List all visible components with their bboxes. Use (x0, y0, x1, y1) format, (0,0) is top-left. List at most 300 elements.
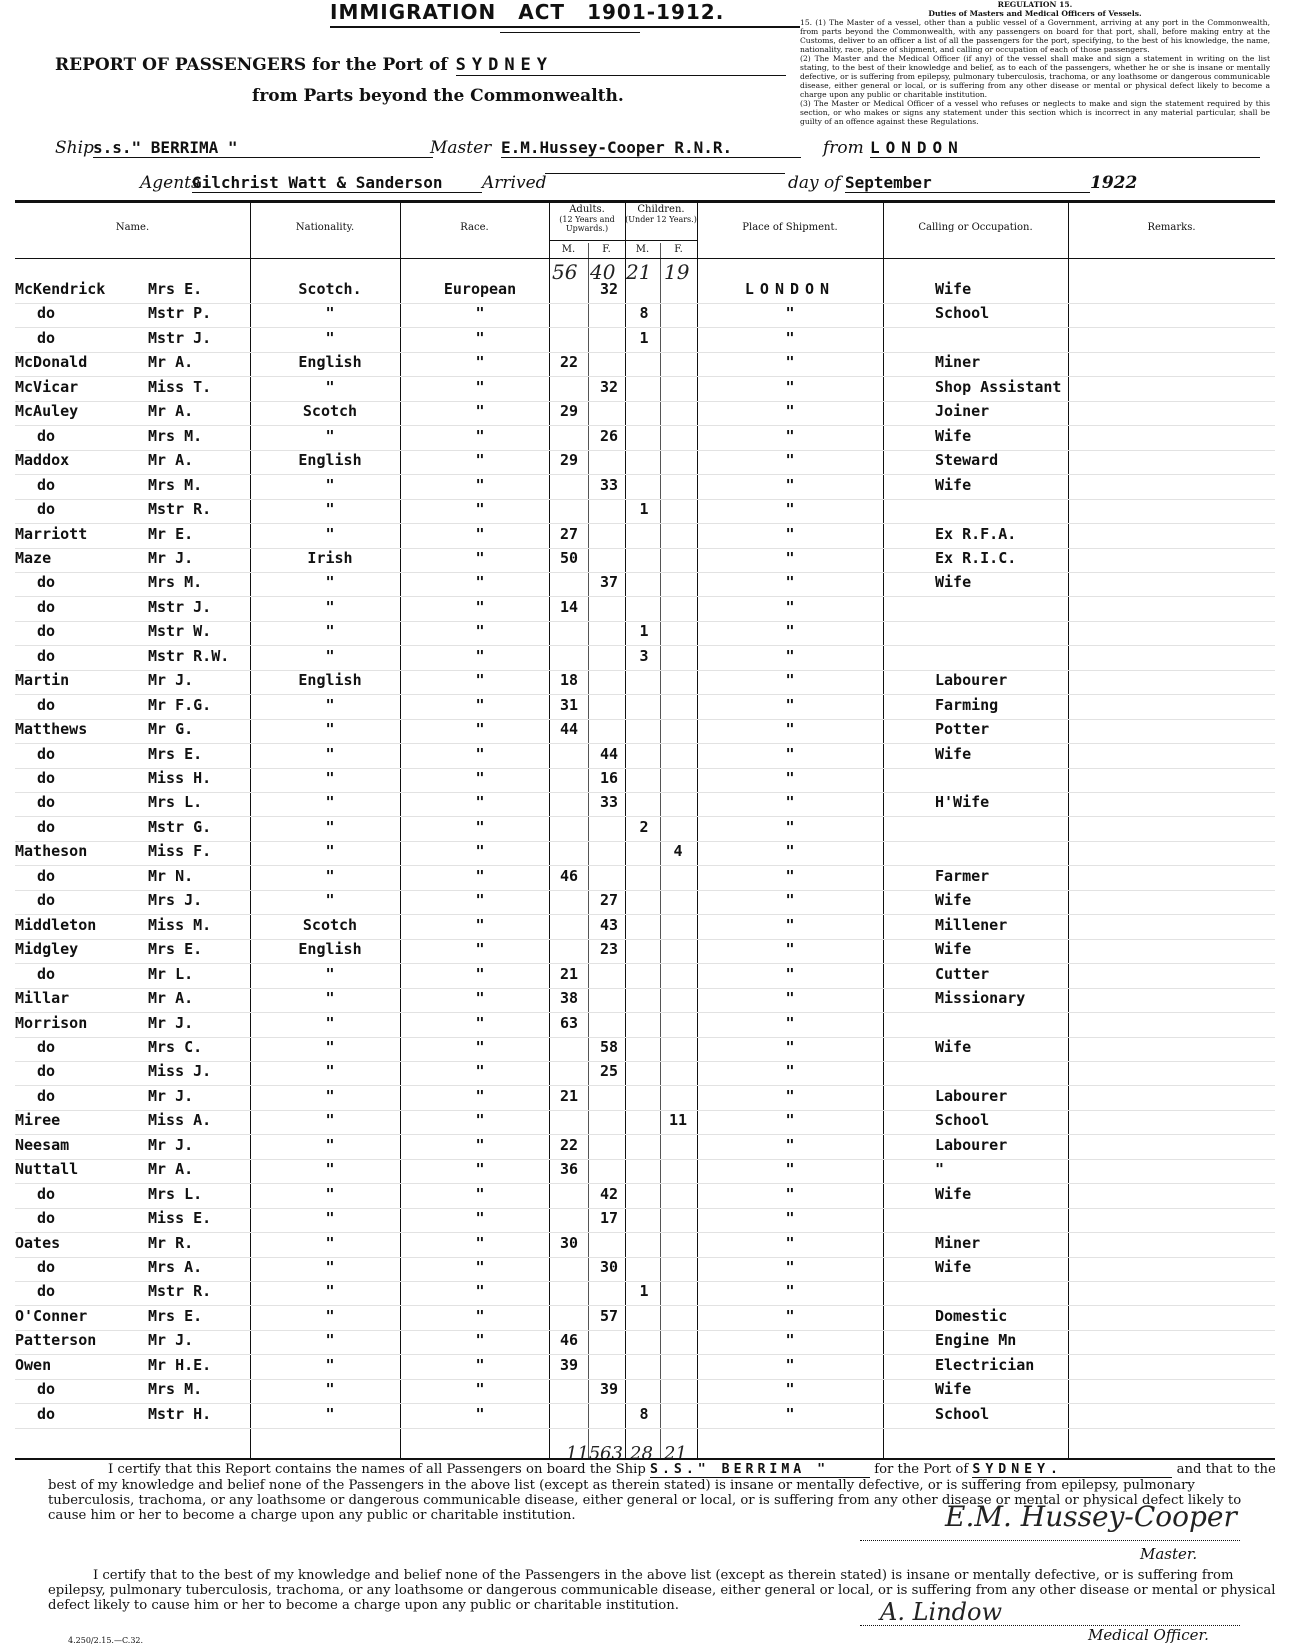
passenger-surname: Matheson (15, 842, 88, 861)
master-cert-port: SYDNEY. (972, 1462, 1172, 1478)
passenger-surname: Marriott (15, 524, 88, 543)
table-row (0, 793, 1297, 817)
master-label: Master (430, 138, 492, 158)
passenger-surname: do (37, 964, 56, 983)
passenger-surname: Owen (15, 1355, 52, 1374)
table-row (0, 1185, 1297, 1209)
passenger-adult-m: 46 (559, 866, 579, 885)
passenger-nationality: " (325, 1355, 335, 1374)
master-cert-text-3: and that to the best of my knowledge and belief none of the Passengers in the above list (except as therein stated) is insane or mentally defective, or is suffering from epilepsy, pulmonary tuberculosis, trachoma, or any loathsome or dangerous communicable disease, either general or local, or is suffering from any other disease or mental or physical defect likely to cause him or her to become a charge upon any public or charitable institution. (48, 1462, 1276, 1523)
passenger-given-name: Mrs C. (148, 1037, 203, 1056)
passenger-surname: Oates (15, 1233, 61, 1252)
table-row (0, 1356, 1297, 1380)
passenger-place: " (785, 866, 795, 885)
passenger-adult-f: 43 (599, 915, 619, 934)
header-children-sub: (Under 12 Years.) (625, 215, 697, 224)
passenger-occupation: Farming (935, 695, 999, 714)
passenger-place: " (785, 1258, 795, 1276)
passenger-given-name: Miss A. (148, 1111, 212, 1130)
passenger-occupation: Miner (935, 353, 981, 372)
passenger-surname: do (37, 1209, 56, 1228)
passenger-given-name: Mrs M. (148, 1380, 203, 1399)
table-row (0, 378, 1297, 402)
total-adult-f: 63 (600, 1443, 623, 1464)
passenger-adult-m: 46 (559, 1331, 579, 1350)
passenger-surname: Midgley (15, 940, 79, 959)
passenger-nationality: " (325, 573, 335, 592)
tally-child-f: 19 (664, 260, 690, 284)
table-row (0, 329, 1297, 353)
passenger-adult-m: 21 (559, 1086, 579, 1105)
passenger-race: " (475, 524, 485, 543)
passenger-surname: do (37, 1062, 56, 1081)
passenger-adult-m: 14 (559, 597, 579, 616)
arrived-year: 1922 (1090, 173, 1138, 193)
passenger-surname: McDonald (15, 353, 88, 372)
passenger-adult-f: 57 (599, 1306, 619, 1325)
passenger-nationality: " (325, 817, 335, 836)
passenger-nationality: " (325, 1331, 335, 1350)
passenger-child-m: 1 (639, 328, 649, 347)
ship-label: Ship (55, 138, 94, 158)
passenger-place: " (785, 548, 795, 567)
passenger-surname: do (37, 744, 56, 763)
regulation-heading: REGULATION 15. (997, 0, 1073, 9)
passenger-given-name: Mr A. (148, 353, 194, 372)
passenger-occupation: Engine Mn (935, 1331, 1017, 1350)
passenger-nationality: " (325, 1184, 335, 1203)
passenger-race: " (475, 817, 485, 836)
passenger-surname: do (37, 817, 56, 836)
passenger-place: " (785, 646, 795, 665)
act-title-years: 1901-1912. (587, 0, 725, 24)
passenger-race: " (475, 573, 485, 592)
passenger-nationality: English (298, 940, 362, 959)
header-adults-sub: (12 Years and Upwards.) (559, 215, 615, 233)
passenger-surname: Nuttall (15, 1160, 79, 1179)
passenger-surname: McAuley (15, 402, 79, 421)
passenger-nationality: " (325, 1160, 335, 1179)
passenger-given-name: Mr J. (148, 1013, 194, 1032)
passenger-adult-m: 36 (559, 1160, 579, 1179)
passenger-place: " (785, 622, 795, 641)
passenger-surname: Martin (15, 671, 70, 690)
report-title (55, 55, 786, 76)
passenger-surname: do (37, 1037, 56, 1056)
passenger-nationality: " (325, 1135, 335, 1154)
agents-label: Agents (140, 173, 200, 193)
passenger-given-name: Mr H.E. (148, 1355, 212, 1374)
passenger-occupation: Millener (935, 915, 1008, 934)
header-race: Race. (460, 222, 489, 233)
passenger-surname: Patterson (15, 1331, 97, 1350)
passenger-occupation: Wife (935, 1258, 972, 1276)
passenger-occupation: School (935, 1404, 990, 1423)
passenger-adult-f: 26 (599, 426, 619, 445)
passenger-surname: Morrison (15, 1013, 88, 1032)
passenger-race: " (475, 475, 485, 494)
header-subrule (549, 240, 697, 241)
passenger-nationality: Scotch. (298, 280, 362, 298)
passenger-nationality: " (325, 866, 335, 885)
passenger-given-name: Mstr H. (148, 1404, 212, 1423)
passenger-given-name: Mrs E. (148, 280, 203, 298)
passenger-given-name: Mstr J. (148, 597, 212, 616)
passenger-nationality: " (325, 622, 335, 641)
passenger-adult-m: 63 (559, 1013, 579, 1032)
act-title-word: ACT (518, 0, 566, 24)
passenger-place: " (785, 915, 795, 934)
passenger-adult-f: 33 (599, 793, 619, 812)
passenger-place: " (785, 475, 795, 494)
passenger-place: " (785, 304, 795, 323)
passenger-nationality: " (325, 304, 335, 323)
passenger-adult-f: 17 (599, 1209, 619, 1228)
passenger-place: " (785, 524, 795, 543)
passenger-adult-m: 44 (559, 720, 579, 739)
passenger-place: " (785, 500, 795, 519)
passenger-surname: Middleton (15, 915, 97, 934)
table-row (0, 304, 1297, 328)
table-row (0, 427, 1297, 451)
passenger-occupation: Labourer (935, 671, 1008, 690)
passenger-child-m: 1 (639, 500, 649, 519)
passenger-place: " (785, 1013, 795, 1032)
passenger-surname: do (37, 1282, 56, 1301)
passenger-race: " (475, 426, 485, 445)
header-adult-m: M. (561, 244, 576, 255)
table-row (0, 1209, 1297, 1233)
passenger-adult-m: 38 (559, 989, 579, 1008)
table-row (0, 745, 1297, 769)
passenger-place: " (785, 817, 795, 836)
act-title-word: IMMIGRATION (330, 0, 497, 24)
tally-adult-m: 56 (552, 260, 578, 284)
table-row (0, 965, 1297, 989)
passenger-given-name: Mr L. (148, 964, 194, 983)
passenger-surname: do (37, 328, 56, 347)
passenger-place: " (785, 1184, 795, 1203)
passenger-place: " (785, 940, 795, 959)
passenger-adult-m: 30 (559, 1233, 579, 1252)
table-row (0, 1331, 1297, 1355)
passenger-nationality: Scotch (302, 402, 358, 421)
total-child-f: 21 (664, 1443, 687, 1464)
passenger-given-name: Mr J. (148, 1086, 194, 1105)
passenger-adult-m: 27 (559, 524, 579, 543)
passenger-given-name: Mr G. (148, 720, 194, 739)
passenger-nationality: " (325, 1233, 335, 1252)
passenger-occupation: Wife (935, 573, 972, 592)
table-row (0, 1136, 1297, 1160)
passenger-place: " (785, 1380, 795, 1399)
passenger-nationality: " (325, 524, 335, 543)
passenger-given-name: Mstr R.W. (148, 646, 230, 665)
passenger-race: " (475, 989, 485, 1008)
passenger-adult-m: 29 (559, 402, 579, 421)
passenger-given-name: Mrs M. (148, 426, 203, 445)
passenger-given-name: Mr A. (148, 1160, 194, 1179)
passenger-race: " (475, 891, 485, 910)
table-row (0, 1038, 1297, 1062)
passenger-race: " (475, 720, 485, 739)
passenger-race: " (475, 671, 485, 690)
passenger-surname: Maddox (15, 451, 70, 470)
passenger-adult-f: 25 (599, 1062, 619, 1081)
passenger-given-name: Mr J. (148, 671, 194, 690)
passenger-occupation: Joiner (935, 402, 990, 421)
header-remarks: Remarks. (1147, 222, 1196, 233)
passenger-place: " (785, 964, 795, 983)
header-place: Place of Shipment. (742, 222, 838, 233)
passenger-given-name: Mr A. (148, 451, 194, 470)
header-nationality: Nationality. (295, 222, 355, 233)
passenger-race: " (475, 548, 485, 567)
table-row (0, 867, 1297, 891)
master-cert-ship: S.S." BERRIMA " (650, 1462, 870, 1478)
passenger-occupation: Wife (935, 891, 972, 910)
passenger-nationality: " (325, 646, 335, 665)
arrived-day (545, 173, 785, 174)
passenger-nationality: " (325, 426, 335, 445)
passenger-adult-f: 39 (599, 1380, 619, 1399)
passenger-place: " (785, 377, 795, 396)
master-signature-line (860, 1540, 1240, 1541)
passenger-surname: do (37, 769, 56, 787)
passenger-race: " (475, 1135, 485, 1154)
passenger-adult-m: 22 (559, 353, 579, 372)
passenger-child-m: 2 (639, 817, 649, 836)
passenger-adult-f: 37 (599, 573, 619, 592)
passenger-adult-f: 44 (599, 744, 619, 763)
passenger-place: " (785, 1062, 795, 1081)
master-name: E.M.Hussey-Cooper R.N.R. (501, 138, 801, 158)
medical-cert-text: I certify that to the best of my knowledge and belief none of the Passengers in the above list (except as therein stated) is insane or mentally defective, or is suffering from epilepsy, pulmonary tuberculosis, trachoma, or any loathsome or dangerous communicable disease, either general or local, or is suffering from any other disease or mental or physical defect likely to cause him or her to become a charge upon any public or charitable institution. (48, 1568, 1276, 1613)
passenger-race: " (475, 915, 485, 934)
header-bottom-rule (15, 258, 1275, 259)
passenger-child-m: 8 (639, 304, 649, 323)
passenger-adult-f: 58 (599, 1037, 619, 1056)
passenger-place: " (785, 1086, 795, 1105)
table-row (0, 842, 1297, 866)
table-row (0, 1282, 1297, 1306)
master-caption: Master. (1140, 1545, 1198, 1563)
table-row (0, 1062, 1297, 1086)
arrived-label: Arrived (482, 173, 547, 193)
passenger-adult-f: 16 (599, 769, 619, 787)
regulation-para-2: (2) The Master and the Medical Officer (if any) of the vessel shall make and sign a statement in writing on the list stating, to the best of their knowledge and belief, as to each of the passengers, whether he or she is insane or mentally defective, or is suffering from epilepsy, pulmonary tuberculosis, trachoma, or any loathsome or dangerous communicable disease, either general or local, or is suffering from any other disease or mental or physical defect likely to become a charge upon any public or charitable institution. (800, 54, 1270, 99)
table-row (0, 1234, 1297, 1258)
passenger-adult-f: 23 (599, 940, 619, 959)
passenger-place: LONDON (744, 280, 836, 298)
passenger-child-f: 11 (668, 1111, 688, 1130)
passenger-nationality: " (325, 744, 335, 763)
passenger-race: " (475, 1258, 485, 1276)
passenger-adult-m: 39 (559, 1355, 579, 1374)
from-port: LONDON (870, 138, 1260, 158)
passenger-race: " (475, 1355, 485, 1374)
header-children: Children. (637, 204, 685, 215)
master-cert-text-2: for the Port of (874, 1462, 969, 1477)
passenger-adult-f: 42 (599, 1184, 619, 1203)
passenger-place: " (785, 451, 795, 470)
title-rule (330, 26, 800, 28)
passenger-race: " (475, 304, 485, 323)
passenger-occupation: Farmer (935, 866, 990, 885)
passenger-race: " (475, 744, 485, 763)
passenger-given-name: Mrs M. (148, 573, 203, 592)
passenger-place: " (785, 426, 795, 445)
passenger-given-name: Miss J. (148, 1062, 212, 1081)
table-row (0, 1014, 1297, 1038)
passenger-race: " (475, 1086, 485, 1105)
passenger-nationality: " (325, 964, 335, 983)
passenger-given-name: Mrs A. (148, 1258, 203, 1276)
table-bottom-rule (15, 1458, 1275, 1460)
passenger-nationality: " (325, 1062, 335, 1081)
passenger-surname: do (37, 1184, 56, 1203)
passenger-occupation: Wife (935, 1184, 972, 1203)
passenger-nationality: " (325, 1111, 335, 1130)
header-child-m: M. (635, 244, 650, 255)
table-row (0, 1111, 1297, 1135)
passenger-place: " (785, 793, 795, 812)
passenger-given-name: Mrs L. (148, 793, 203, 812)
passenger-surname: do (37, 1380, 56, 1399)
total-adult-m: 115 (566, 1443, 601, 1464)
table-row (0, 353, 1297, 377)
passenger-occupation: Shop Assistant (935, 377, 1062, 396)
passenger-adult-m: 29 (559, 451, 579, 470)
passenger-child-m: 1 (639, 622, 649, 641)
passenger-occupation: Labourer (935, 1086, 1008, 1105)
title-rule-short (500, 32, 640, 33)
passenger-surname: do (37, 1258, 56, 1276)
header-child-f: F. (674, 244, 683, 255)
passenger-race: " (475, 1160, 485, 1179)
passenger-nationality: English (298, 671, 362, 690)
table-row (0, 280, 1297, 304)
passenger-surname: Miree (15, 1111, 61, 1130)
passenger-race: " (475, 964, 485, 983)
table-row (0, 1405, 1297, 1429)
table-row (0, 989, 1297, 1013)
passenger-adult-f: 30 (599, 1258, 619, 1276)
passenger-given-name: Miss F. (148, 842, 212, 861)
passenger-nationality: " (325, 1258, 335, 1276)
passenger-race: " (475, 940, 485, 959)
passenger-occupation: Electrician (935, 1355, 1035, 1374)
passenger-given-name: Mrs M. (148, 475, 203, 494)
passenger-race: " (475, 1306, 485, 1325)
passenger-given-name: Mr J. (148, 548, 194, 567)
act-title (330, 0, 746, 24)
table-row (0, 696, 1297, 720)
passenger-surname: Maze (15, 548, 52, 567)
regulation-subheading: Duties of Masters and Medical Officers of Vessels. (928, 9, 1142, 18)
table-row (0, 818, 1297, 842)
report-title-label: REPORT OF PASSENGERS for the Port of (55, 55, 448, 75)
table-row (0, 402, 1297, 426)
passenger-child-m: 3 (639, 646, 649, 665)
passenger-nationality: " (325, 1306, 335, 1325)
passenger-race: " (475, 402, 485, 421)
passenger-nationality: " (325, 769, 335, 787)
passenger-surname: do (37, 866, 56, 885)
passenger-surname: Matthews (15, 720, 88, 739)
table-row (0, 916, 1297, 940)
passenger-occupation: Wife (935, 1037, 972, 1056)
passenger-surname: do (37, 646, 56, 665)
passenger-nationality: " (325, 1404, 335, 1423)
passenger-given-name: Mr J. (148, 1135, 194, 1154)
passenger-race: " (475, 622, 485, 641)
passenger-place: " (785, 695, 795, 714)
table-row (0, 671, 1297, 695)
passenger-occupation: Domestic (935, 1306, 1008, 1325)
passenger-race: " (475, 1331, 485, 1350)
passenger-surname: McKendrick (15, 280, 106, 298)
master-cert-text-1: I certify that this Report contains the names of all Passengers on board the Ship (108, 1462, 646, 1477)
passenger-place: " (785, 1404, 795, 1423)
passenger-place: " (785, 597, 795, 616)
passenger-race: " (475, 1062, 485, 1081)
passenger-surname: do (37, 426, 56, 445)
passenger-occupation: School (935, 304, 990, 323)
passenger-given-name: Mstr R. (148, 1282, 212, 1301)
passenger-given-name: Mrs E. (148, 940, 203, 959)
passenger-race: " (475, 866, 485, 885)
passenger-place: " (785, 353, 795, 372)
report-port: SYDNEY (456, 55, 786, 76)
passenger-race: " (475, 1282, 485, 1301)
regulation-text (800, 0, 1270, 126)
passenger-occupation: Wife (935, 426, 972, 445)
passenger-place: " (785, 744, 795, 763)
passenger-given-name: Mstr R. (148, 500, 212, 519)
passenger-surname: Neesam (15, 1135, 70, 1154)
master-signature: E.M. Hussey-Cooper (945, 1500, 1237, 1533)
passenger-nationality: " (325, 475, 335, 494)
passenger-adult-f: 32 (599, 377, 619, 396)
header-adult-f: F. (602, 244, 611, 255)
passenger-given-name: Mstr W. (148, 622, 212, 641)
passenger-given-name: Mr E. (148, 524, 194, 543)
table-row (0, 525, 1297, 549)
passenger-surname: do (37, 597, 56, 616)
passenger-nationality: " (325, 1086, 335, 1105)
passenger-place: " (785, 328, 795, 347)
passenger-occupation: Wife (935, 744, 972, 763)
passenger-place: " (785, 891, 795, 910)
passenger-occupation: Miner (935, 1233, 981, 1252)
passenger-nationality: " (325, 1380, 335, 1399)
passenger-surname: do (37, 475, 56, 494)
table-row (0, 500, 1297, 524)
passenger-adult-f: 27 (599, 891, 619, 910)
passenger-adult-f: 32 (599, 280, 619, 298)
passenger-adult-m: 21 (559, 964, 579, 983)
passenger-nationality: " (325, 891, 335, 910)
passenger-place: " (785, 842, 795, 861)
regulation-para-1: 15. (1) The Master of a vessel, other than a public vessel of a Government, arriving at any port in the Commonwealth, from parts beyond the Commonwealth, with any passengers on board for that port, shall, before making entry at the Customs, deliver to an officer a list of all the passengers for the port, specifying, to the best of his knowledge, the name, nationality, race, place of shipment, and calling or occupation of each of those passengers. (800, 18, 1270, 54)
table-top-rule (15, 200, 1275, 203)
table-row (0, 451, 1297, 475)
passenger-race: " (475, 328, 485, 347)
passenger-race: " (475, 377, 485, 396)
passenger-nationality: " (325, 328, 335, 347)
passenger-given-name: Mstr J. (148, 328, 212, 347)
